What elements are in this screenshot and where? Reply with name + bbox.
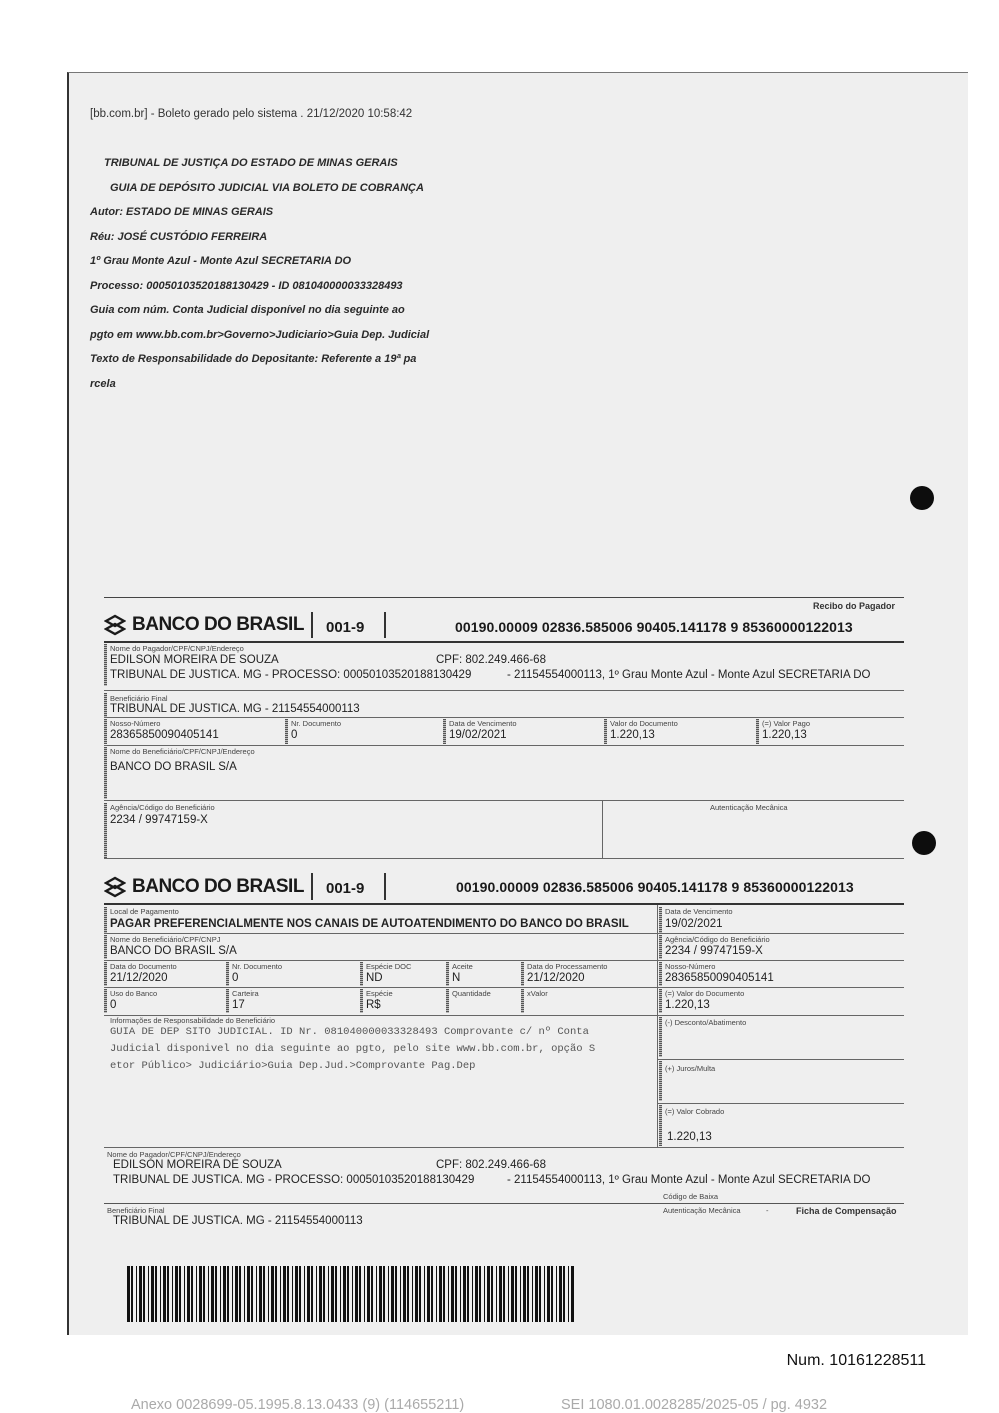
field-marker <box>659 1061 662 1101</box>
barcode-bar <box>523 1266 526 1322</box>
separator-line <box>104 1203 904 1204</box>
barcode-bar <box>151 1266 154 1322</box>
barcode-bar <box>131 1266 133 1322</box>
barcode-bar <box>347 1266 349 1322</box>
barcode-bar <box>239 1266 241 1322</box>
guia-line: GUIA DE DEPÓSITO JUDICIAL VIA BOLETO DE COBRANÇA <box>110 181 424 194</box>
agencia-label: Agência/Código do Beneficiário <box>110 803 215 812</box>
barcode-bar <box>499 1266 502 1322</box>
sei-ref: SEI 1080.01.0028285/2025-05 / pg. 4932 <box>561 1397 828 1413</box>
separator-line <box>104 745 904 746</box>
barcode-bar <box>160 1266 161 1322</box>
barcode-bar <box>503 1266 505 1322</box>
barcode-bar <box>220 1266 221 1322</box>
separator-line <box>104 717 904 718</box>
barcode-bar <box>400 1266 401 1322</box>
guia-block <box>90 156 510 401</box>
xvalor-label: xValor <box>527 989 548 998</box>
separator-line <box>104 858 904 859</box>
barcode-bar <box>472 1266 473 1322</box>
pagador-address-cont: - 21154554000113, 1º Grau Monte Azul - Monte Azul SECRETARIA DO <box>507 1174 871 1186</box>
nr-doc-label: Nr. Documento <box>291 719 342 728</box>
info-line: etor Público> Judiciário>Guia Dep.Jud.>Comprovante Pag.Dep <box>110 1060 476 1072</box>
guia-line: Processo: 00050103520188130429 - ID 081040000033328493 <box>90 279 403 292</box>
barcode-bar <box>484 1266 485 1322</box>
field-marker <box>659 962 662 986</box>
field-marker <box>104 693 107 717</box>
field-marker <box>104 989 107 1013</box>
separator-line <box>104 987 904 988</box>
guia-line: Texto de Responsabilidade do Depositante: Referente a 19ª pa <box>90 353 417 365</box>
barcode-bar <box>367 1266 370 1322</box>
field-marker <box>104 747 107 799</box>
info-line: GUIA DE DEP SITO JUDICIAL. ID Nr. 081040000033328493 Comprovante c/ nº Conta <box>110 1026 589 1038</box>
barcode-bar <box>127 1266 130 1322</box>
barcode-bar <box>244 1266 245 1322</box>
pagador-address-cont: - 21154554000113, 1º Grau Monte Azul - Monte Azul SECRETARIA DO <box>507 669 871 681</box>
guia-line: Autor: ESTADO DE MINAS GERAIS <box>90 206 274 218</box>
barcode-bar <box>227 1266 229 1322</box>
barcode-bar <box>436 1266 437 1322</box>
separator-line <box>104 1147 904 1148</box>
barcode-bar <box>568 1266 569 1322</box>
barcode-bar <box>439 1266 442 1322</box>
document-number: Num. 10161228511 <box>786 1352 926 1369</box>
barcode-bar <box>139 1266 142 1322</box>
field-marker <box>521 962 524 986</box>
barcode-bar <box>571 1266 574 1322</box>
digitable-line: 00190.00009 02836.585006 90405.141178 9 85360000122013 <box>455 619 853 635</box>
barcode-bar <box>328 1266 329 1322</box>
pagador-cpf: CPF: 802.249.466-68 <box>436 1159 546 1171</box>
barcode-bar <box>419 1266 421 1322</box>
barcode-bar <box>427 1266 430 1322</box>
bank-code: 001-9 <box>326 880 365 897</box>
valor-cobrado-label: (=) Valor Cobrado <box>665 1107 725 1116</box>
nr-doc: 0 <box>232 972 239 984</box>
barcode-bar <box>431 1266 433 1322</box>
barcode-bar <box>460 1266 461 1322</box>
autenticacao-label: Autenticação Mecânica <box>663 1206 741 1215</box>
barcode-bar <box>455 1266 457 1322</box>
barcode-bar <box>520 1266 521 1322</box>
barcode-bar <box>263 1266 265 1322</box>
field-marker <box>104 935 107 959</box>
local-label: Local de Pagamento <box>110 907 179 916</box>
bank-logo-text: BANCO DO BRASIL <box>132 614 304 635</box>
barcode-bar <box>155 1266 157 1322</box>
bank-code: 001-9 <box>326 619 365 636</box>
barcode-bar <box>559 1266 562 1322</box>
separator-bar <box>311 612 313 638</box>
nosso-numero: 28365850090405141 <box>110 729 219 741</box>
barcode-bar <box>343 1266 346 1322</box>
field-marker <box>226 962 229 986</box>
barcode-bar <box>215 1266 217 1322</box>
barcode-bar <box>304 1266 305 1322</box>
guia-line: Réu: JOSÉ CUSTÓDIO FERREIRA <box>90 230 268 243</box>
valor-doc-label: (=) Valor do Documento <box>665 989 745 998</box>
valor-doc-label: Valor do Documento <box>610 719 678 728</box>
barcode-bar <box>199 1266 202 1322</box>
field-marker <box>360 962 363 986</box>
valor-pago: 1.220,13 <box>762 729 807 741</box>
barcode-bar <box>307 1266 310 1322</box>
barcode-bar <box>295 1266 298 1322</box>
barcode-bar <box>208 1266 209 1322</box>
benef-name: BANCO DO BRASIL S/A <box>110 945 237 957</box>
pagador-name: EDILSON MOREIRA DE SOUZA <box>110 654 279 666</box>
barcode-bar <box>539 1266 541 1322</box>
data-proc: 21/12/2020 <box>527 972 585 984</box>
field-marker <box>104 803 107 858</box>
separator-bar <box>384 612 386 638</box>
separator-dash: - <box>766 1206 769 1215</box>
barcode-bar <box>184 1266 185 1322</box>
data-proc-label: Data do Processamento <box>527 962 608 971</box>
ficha-title: Ficha de Compensação <box>796 1206 897 1216</box>
field-marker <box>446 962 449 986</box>
barcode-bar <box>292 1266 293 1322</box>
barcode-bar <box>371 1266 373 1322</box>
vencimento-label: Data de Vencimento <box>665 907 733 916</box>
barcode-bar <box>232 1266 233 1322</box>
field-marker <box>659 989 662 1013</box>
barcode-bar <box>383 1266 385 1322</box>
barcode-bar <box>487 1266 490 1322</box>
aceite-label: Aceite <box>452 962 473 971</box>
vencimento: 19/02/2021 <box>449 729 507 741</box>
barcode <box>127 1266 579 1322</box>
juros-label: (+) Juros/Multa <box>665 1064 716 1073</box>
especie-label: Espécie <box>366 989 393 998</box>
guia-line: Guia com núm. Conta Judicial disponível no dia seguinte ao <box>90 304 405 316</box>
barcode-bar <box>364 1266 365 1322</box>
separator-bar <box>384 873 386 900</box>
barcode-bar <box>340 1266 341 1322</box>
guia-line: 1º Grau Monte Azul - Monte Azul SECRETARIA DO <box>90 255 352 267</box>
benef-final: TRIBUNAL DE JUSTICA. MG - 21154554000113 <box>110 703 360 715</box>
valor-doc: 1.220,13 <box>610 729 655 741</box>
barcode-bar <box>331 1266 334 1322</box>
barcode-bar <box>443 1266 445 1322</box>
quantidade-label: Quantidade <box>452 989 491 998</box>
barcode-bar <box>491 1266 493 1322</box>
barcode-bar <box>508 1266 509 1322</box>
vencimento: 19/02/2021 <box>665 918 723 930</box>
field-marker <box>659 907 662 933</box>
barcode-bar <box>319 1266 322 1322</box>
barcode-bar <box>251 1266 253 1322</box>
barcode-bar <box>203 1266 205 1322</box>
bb-logo-icon <box>104 614 126 636</box>
separator-line <box>602 800 603 858</box>
field-marker <box>604 719 607 744</box>
barcode-bar <box>311 1266 313 1322</box>
separator-line <box>104 641 904 643</box>
field-marker <box>104 962 107 986</box>
barcode-bar <box>451 1266 454 1322</box>
bank-logo-text: BANCO DO BRASIL <box>132 876 304 897</box>
info-text <box>110 1024 650 1075</box>
barcode-bar <box>359 1266 361 1322</box>
guia-line: rcela <box>90 377 116 390</box>
barcode-bar <box>415 1266 418 1322</box>
barcode-bar <box>511 1266 514 1322</box>
barcode-bar <box>175 1266 178 1322</box>
codigo-baixa-label: Código de Baixa <box>663 1192 719 1201</box>
barcode-bar <box>355 1266 358 1322</box>
benef-final-label: Beneficiário Final <box>110 694 168 703</box>
separator-bar <box>311 873 313 900</box>
barcode-bar <box>563 1266 565 1322</box>
barcode-bar <box>275 1266 277 1322</box>
barcode-bar <box>211 1266 214 1322</box>
barcode-bar <box>556 1266 557 1322</box>
guia-line: TRIBUNAL DE JUSTIÇA DO ESTADO DE MINAS GERAIS <box>104 157 398 169</box>
barcode-bar <box>403 1266 406 1322</box>
barcode-bar <box>412 1266 413 1322</box>
barcode-bar <box>467 1266 469 1322</box>
punch-hole <box>912 831 936 855</box>
field-marker <box>446 989 449 1013</box>
barcode-bar <box>235 1266 238 1322</box>
recibo-title: Recibo do Pagador <box>813 601 896 611</box>
vencimento-label: Data de Vencimento <box>449 719 517 728</box>
separator-line <box>657 1059 904 1060</box>
field-marker <box>104 644 107 686</box>
barcode-bar <box>148 1266 149 1322</box>
nr-doc-label: Nr. Documento <box>232 962 283 971</box>
field-marker <box>104 907 107 933</box>
barcode-bar <box>163 1266 166 1322</box>
barcode-bar <box>379 1266 382 1322</box>
carteira: 17 <box>232 999 245 1011</box>
barcode-bar <box>544 1266 545 1322</box>
carteira-label: Carteira <box>232 989 259 998</box>
data-doc: 21/12/2020 <box>110 972 168 984</box>
aceite: N <box>452 972 461 984</box>
info-label: Informações de Responsabilidade do Beneficiário <box>110 1016 276 1025</box>
barcode-bar <box>424 1266 425 1322</box>
separator-line <box>104 800 904 801</box>
barcode-bar <box>283 1266 286 1322</box>
nosso-numero: 28365850090405141 <box>665 972 774 984</box>
field-marker <box>659 1105 662 1146</box>
separator-line <box>104 597 904 598</box>
barcode-bar <box>191 1266 193 1322</box>
barcode-bar <box>172 1266 173 1322</box>
local-pagamento: PAGAR PREFERENCIALMENTE NOS CANAIS DE AUTOATENDIMENTO DO BANCO DO BRASIL <box>110 918 629 930</box>
pagador-cpf: CPF: 802.249.466-68 <box>436 654 546 666</box>
uso-banco-label: Uso do Banco <box>110 989 158 998</box>
nosso-numero-label: Nosso-Número <box>665 962 716 971</box>
separator-line <box>104 690 904 691</box>
desconto-label: (-) Desconto/Abatimento <box>665 1018 747 1027</box>
field-marker <box>521 989 524 1013</box>
barcode-bar <box>535 1266 538 1322</box>
separator-line <box>657 1103 904 1104</box>
barcode-bar <box>223 1266 226 1322</box>
bb-logo-icon <box>104 876 126 898</box>
pagador-address: TRIBUNAL DE JUSTICA. MG - PROCESSO: 00050103520188130429 <box>110 669 472 681</box>
especie: R$ <box>366 999 381 1011</box>
field-marker <box>659 1017 662 1057</box>
barcode-bar <box>259 1266 262 1322</box>
field-marker <box>756 719 759 744</box>
barcode-bar <box>479 1266 481 1322</box>
barcode-bar <box>280 1266 281 1322</box>
barcode-bar <box>352 1266 353 1322</box>
separator-line <box>104 903 904 905</box>
barcode-bar <box>376 1266 377 1322</box>
pagador-label: Nome do Pagador/CPF/CNPJ/Endereço <box>110 644 244 653</box>
agencia-label: Agência/Código do Beneficiário <box>665 935 770 944</box>
benef-label: Nome do Beneficiário/CPF/CNPJ <box>110 935 221 944</box>
digitable-line: 00190.00009 02836.585006 90405.141178 9 85360000122013 <box>456 879 854 895</box>
especie-doc-label: Espécie DOC <box>366 962 412 971</box>
barcode-bar <box>407 1266 409 1322</box>
benef-name: BANCO DO BRASIL S/A <box>110 761 237 773</box>
barcode-bar <box>527 1266 529 1322</box>
barcode-bar <box>335 1266 337 1322</box>
punch-hole <box>910 486 934 510</box>
barcode-bar <box>268 1266 269 1322</box>
barcode-bar <box>316 1266 317 1322</box>
valor-cobrado: 1.220,13 <box>667 1131 712 1143</box>
agencia: 2234 / 99747159-X <box>665 945 763 957</box>
barcode-bar <box>388 1266 389 1322</box>
field-marker <box>285 719 288 744</box>
barcode-bar <box>179 1266 181 1322</box>
nosso-numero-label: Nosso-Número <box>110 719 161 728</box>
barcode-bar <box>395 1266 397 1322</box>
bank-logo <box>104 614 304 636</box>
autenticacao-label: Autenticação Mecânica <box>710 803 788 812</box>
benef-label: Nome do Beneficiário/CPF/CNPJ/Endereço <box>110 747 255 756</box>
pagador-name: EDILSON MOREIRA DE SOUZA <box>113 1159 282 1171</box>
info-line: Judicial disponivel no dia seguinte ao pgto, pelo site www.bb.com.br, opção S <box>110 1043 596 1055</box>
data-doc-label: Data do Documento <box>110 962 177 971</box>
system-header: [bb.com.br] - Boleto gerado pelo sistema . 21/12/2020 10:58:42 <box>90 108 413 120</box>
nr-doc: 0 <box>291 729 298 741</box>
field-marker <box>659 935 662 959</box>
barcode-bar <box>391 1266 394 1322</box>
barcode-bar <box>532 1266 533 1322</box>
barcode-bar <box>136 1266 137 1322</box>
barcode-bar <box>299 1266 301 1322</box>
benef-final: TRIBUNAL DE JUSTICA. MG - 21154554000113 <box>113 1215 363 1227</box>
barcode-bar <box>167 1266 169 1322</box>
pagador-address: TRIBUNAL DE JUSTICA. MG - PROCESSO: 00050103520188130429 <box>113 1174 475 1186</box>
benef-final-label: Beneficiário Final <box>107 1206 165 1215</box>
anexo-ref: Anexo 0028699-05.1995.8.13.0433 (9) (114655211) <box>131 1397 465 1413</box>
barcode-bar <box>247 1266 250 1322</box>
bank-logo <box>104 876 304 898</box>
barcode-bar <box>496 1266 497 1322</box>
barcode-bar <box>475 1266 478 1322</box>
barcode-bar <box>287 1266 289 1322</box>
guia-line: pgto em www.bb.com.br>Governo>Judiciario>Guia Dep. Judicial <box>90 328 430 341</box>
barcode-bar <box>463 1266 466 1322</box>
barcode-bar <box>187 1266 190 1322</box>
barcode-bar <box>515 1266 517 1322</box>
especie-doc: ND <box>366 972 383 984</box>
uso-banco: 0 <box>110 999 117 1011</box>
barcode-bar <box>323 1266 325 1322</box>
field-marker <box>104 719 107 744</box>
field-marker <box>360 989 363 1013</box>
field-marker <box>226 989 229 1013</box>
field-marker <box>443 719 446 744</box>
separator-line <box>657 905 658 1147</box>
pagador-label: Nome do Pagador/CPF/CNPJ/Endereço <box>107 1150 241 1159</box>
barcode-bar <box>448 1266 449 1322</box>
barcode-bar <box>256 1266 257 1322</box>
barcode-bar <box>196 1266 197 1322</box>
agencia: 2234 / 99747159-X <box>110 814 208 826</box>
barcode-bar <box>143 1266 145 1322</box>
valor-doc: 1.220,13 <box>665 999 710 1011</box>
barcode-bar <box>551 1266 553 1322</box>
barcode-bar <box>547 1266 550 1322</box>
barcode-bar <box>271 1266 274 1322</box>
valor-pago-label: (=) Valor Pago <box>762 719 811 728</box>
separator-line <box>104 960 904 961</box>
separator-line <box>104 933 904 934</box>
